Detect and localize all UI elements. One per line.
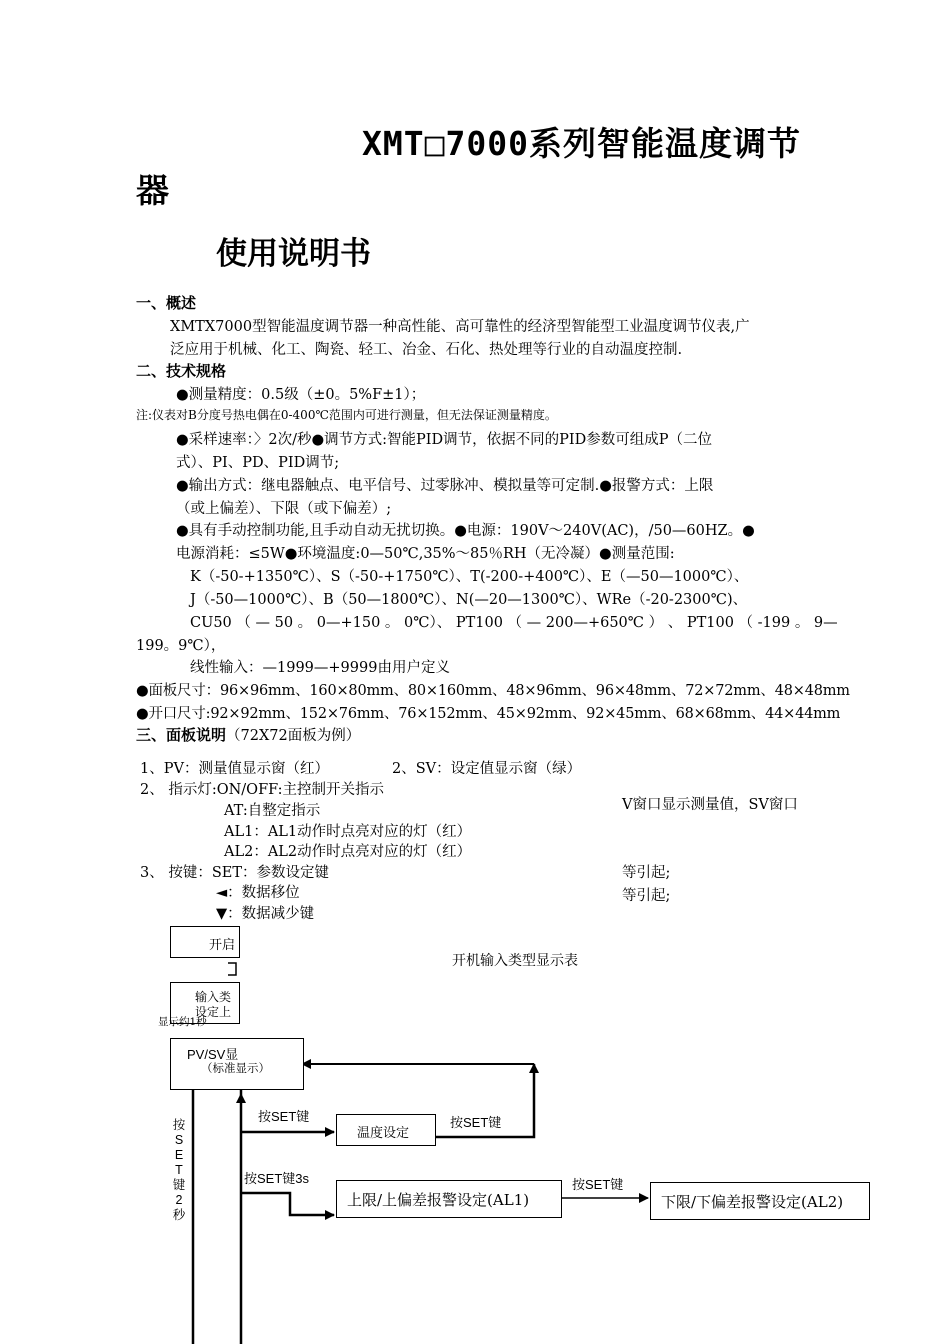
vlabel-char: E xyxy=(174,1148,184,1162)
connector-start-input xyxy=(228,963,236,975)
indicator-at: AT:自整定指示 xyxy=(224,803,321,819)
indicator-al2: AL2：AL2动作时点亮对应的灯（红） xyxy=(224,844,472,860)
doc-title-line1: XMT□7000系列智能温度调节 xyxy=(362,124,801,163)
vlabel-char: S xyxy=(174,1133,184,1147)
doc-subtitle: 使用说明书 xyxy=(216,236,371,272)
overview-text-line1: XMTX7000型智能温度调节器一种高性能、高可靠性的经济型智能型工业温度调节仪表,广 xyxy=(170,319,750,335)
label-press-set-3s: 按SET键3s xyxy=(244,1171,310,1186)
panel-item-keys: 3、 按键：SET：参数设定键 xyxy=(140,865,330,881)
panel-item-pv: 1、PV：测量值显示窗（红） xyxy=(140,761,329,777)
box-temp-setting-label: 温度设定 xyxy=(357,1125,410,1140)
arrow-to-al1 xyxy=(241,1193,334,1215)
spec-range-4: 199。9℃）， xyxy=(136,638,226,654)
table-overlay xyxy=(240,928,660,1056)
box-al2-label: 下限/下偏差报警设定(AL2) xyxy=(661,1193,844,1211)
panel-heading-text: 三、面板说明 xyxy=(136,726,227,744)
vlabel-char: T xyxy=(175,1163,183,1177)
spec-line-sampling: ●采样速率：〉2次/秒●调节方式:智能PID调节，依据不同的PID参数可组成P（二位 xyxy=(176,432,713,448)
section-specs-heading: 二、技术规格 xyxy=(136,362,227,380)
spec-line-control-modes: 式）、PI、PD、PID调节; xyxy=(176,455,340,471)
table-title: 开机输入类型显示表 xyxy=(452,953,578,969)
indicator-al1: AL1：AL1动作时点亮对应的灯（红） xyxy=(224,824,472,840)
box-al1-label: 上限/上偏差报警设定(AL1) xyxy=(347,1191,530,1209)
key-shift: ◄：数据移位 xyxy=(216,885,300,901)
panel-item-sv: 2、SV：设定值显示窗（绿） xyxy=(392,761,582,777)
section-overview-heading: 一、概述 xyxy=(136,294,197,312)
box-pvsv-label-2: （标准显示） xyxy=(201,1061,270,1075)
box-input-label-2: 设定上 xyxy=(195,1005,232,1019)
overview-text-line2: 泛应用于机械、化工、陶瓷、轻工、冶金、石化、热处理等行业的自动温度控制. xyxy=(170,342,683,358)
vlabel-char: 2 xyxy=(175,1193,183,1207)
right-fragment-2: 等引起; xyxy=(622,865,671,881)
spec-note: 注:仪表对B分度号热电偶在0-400℃范围内可进行测量，但无法保证测量精度。 xyxy=(136,408,557,422)
panel-heading-note: （72X72面板为例） xyxy=(226,728,361,744)
box-al1-setting xyxy=(336,1180,562,1218)
spec-range-2: J（-50—1000℃）、B（50—1800℃）、N(—20—1300℃）、WRe（-20-2300℃)、 xyxy=(190,592,748,608)
show-1s-label: 显示约1秒 xyxy=(158,1016,207,1028)
box-al2-setting xyxy=(650,1182,870,1220)
box-pvsv-display xyxy=(170,1038,304,1090)
vlabel-char: 键 xyxy=(172,1178,186,1192)
vlabel-char: 秒 xyxy=(172,1208,186,1222)
box-temp-setting xyxy=(336,1114,436,1146)
box-input-label-1: 输入类 xyxy=(195,990,232,1004)
panel-item-indicators: 2、 指示灯:ON/OFF:主控制开关指示 xyxy=(140,782,385,798)
label-press-set-2: 按SET键 xyxy=(450,1115,502,1130)
spec-line-output: ●输出方式：继电器触点、电平信号、过零脉冲、模拟量等可定制.●报警方式：上限 xyxy=(176,478,714,494)
spec-linear-input: 线性输入：—1999—+9999由用户定义 xyxy=(190,660,450,676)
label-press-set-3: 按SET键 xyxy=(572,1177,624,1192)
doc-title-line2: 器 xyxy=(136,171,170,210)
spec-line-alarm: （或上偏差）、下限（或下偏差）; xyxy=(176,501,392,517)
box-pvsv-label-1: PV/SV显 xyxy=(187,1047,239,1062)
spec-cutout-size: ●开口尺寸:92×92mm、152×76mm、76×152mm、45×92mm、92×45mm、68×68mm、44×44mm xyxy=(136,706,841,722)
spec-panel-size: ●面板尺寸：96×96mm、160×80mm、80×160mm、48×96mm、96×48mm、72×72mm、48×48mm xyxy=(136,683,850,699)
right-fragment-3: 等引起; xyxy=(622,888,671,904)
key-decrease: ▼：数据减少键 xyxy=(216,906,315,922)
box-power-on xyxy=(170,926,240,958)
box-power-on-label: 开启 xyxy=(209,937,236,952)
right-fragment-1: V窗口显示测量值，SV窗口 xyxy=(622,797,798,813)
spec-line-manual-power: ●具有手动控制功能,且手动自动无扰切换。●电源：190V～240V(AC)，/50—60HZ。● xyxy=(176,523,755,539)
spec-line-accuracy: ●测量精度：0.5级（±0。5%F±1）； xyxy=(176,387,426,403)
vlabel-char: 按 xyxy=(172,1118,186,1132)
spec-range-1: K（-50-+1350℃）、S（-50-+1750℃）、T(-200-+400℃）、E（—50—1000℃）、 xyxy=(190,569,749,585)
spec-line-consumption: 电源消耗：≤5W●环境温度:0—50℃,35%～85％RH（无冷凝）●测量范围: xyxy=(176,546,675,562)
spec-range-3: CU50 （ — 50 。 0—+150 。 0℃）、 PT100 （ — 200—+650℃ ） 、 PT100 （ -199 。 9— xyxy=(190,615,838,631)
vertical-label-set-2s xyxy=(172,1118,186,1223)
label-press-set-1: 按SET键 xyxy=(258,1109,310,1124)
